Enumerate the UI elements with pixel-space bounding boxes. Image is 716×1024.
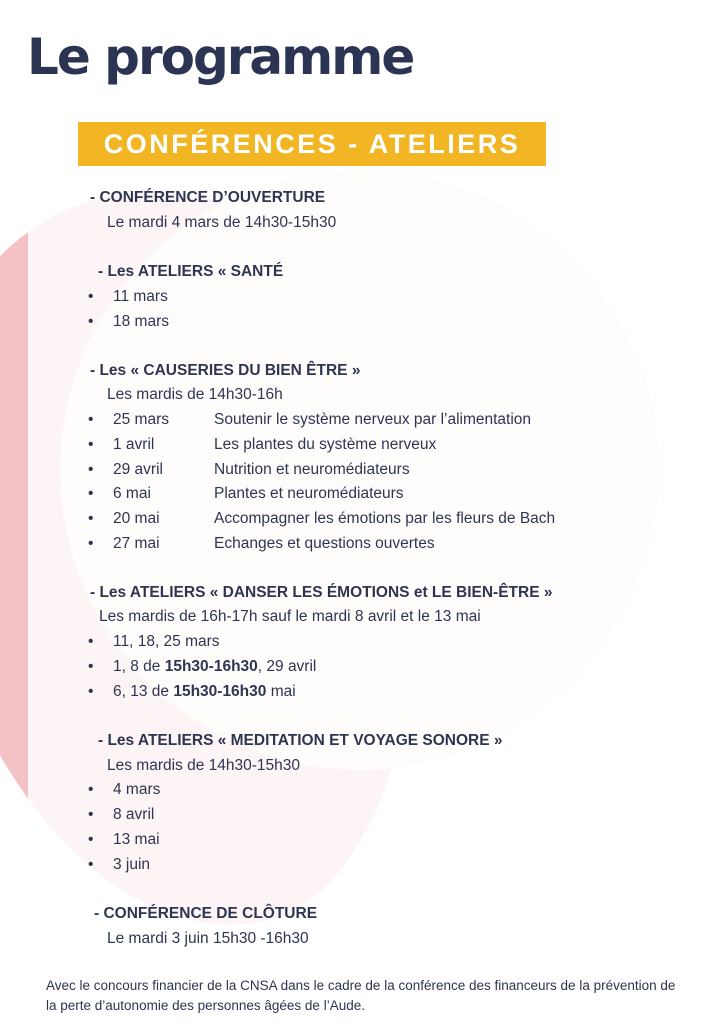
danser-item-text: , 29 avril <box>257 658 317 675</box>
cloture-heading: - CONFÉRENCE DE CLÔTURE <box>94 905 318 922</box>
meditation-heading: - Les ATELIERS « MEDITATION ET VOYAGE SONORE » <box>98 732 503 749</box>
bullet: • <box>88 781 94 798</box>
bullet: • <box>88 535 94 552</box>
danser-item: 11, 18, 25 mars <box>113 633 220 650</box>
causerie-date: 1 avril <box>113 436 155 453</box>
causerie-topic: Echanges et questions ouvertes <box>214 535 435 552</box>
ouverture-heading: - CONFÉRENCE D’OUVERTURE <box>90 189 326 206</box>
causeries-heading: - Les « CAUSERIES DU BIEN ÊTRE » <box>90 362 361 379</box>
causerie-date: 29 avril <box>113 461 163 478</box>
meditation-item: 3 juin <box>113 856 151 873</box>
causerie-topic: Les plantes du système nerveux <box>214 436 437 453</box>
sante-heading: - Les ATELIERS « SANTÉ <box>98 263 284 280</box>
funding-note: Avec le concours financier de la CNSA dans le cadre de la conférence des financeurs de la prévention de la perte d’autonomie des personnes âgées de l’Aude. <box>46 978 676 1013</box>
ouverture-detail: Le mardi 4 mars de 14h30-15h30 <box>107 214 337 231</box>
bullet: • <box>88 436 94 453</box>
banner-label: CONFÉRENCES - ATELIERS <box>103 128 521 159</box>
bullet: • <box>88 461 94 478</box>
causerie-date: 27 mai <box>113 535 160 552</box>
causerie-topic: Nutrition et neuromédiateurs <box>214 461 410 478</box>
section-banner <box>78 122 546 166</box>
sante-item: 18 mars <box>113 313 169 330</box>
bullet: • <box>88 510 94 527</box>
danser-item-text: mai <box>266 683 296 700</box>
bullet: • <box>88 313 94 330</box>
causerie-topic: Plantes et neuromédiateurs <box>214 485 404 502</box>
bullet: • <box>88 288 94 305</box>
bullet: • <box>88 485 94 502</box>
bullet: • <box>88 806 94 823</box>
page-title: Le programme <box>27 28 414 86</box>
meditation-item: 4 mars <box>113 781 161 798</box>
bullet: • <box>88 411 94 428</box>
danser-item <box>113 658 316 676</box>
bullet: • <box>88 831 94 848</box>
danser-item <box>113 683 296 701</box>
sante-item: 11 mars <box>113 288 168 305</box>
meditation-detail: Les mardis de 14h30-15h30 <box>107 757 301 774</box>
danser-detail: Les mardis de 16h-17h sauf le mardi 8 avril et le 13 mai <box>99 608 481 625</box>
meditation-item: 8 avril <box>113 806 155 823</box>
causerie-topic: Accompagner les émotions par les fleurs de Bach <box>214 510 556 527</box>
causerie-date: 20 mai <box>113 510 160 527</box>
causeries-detail: Les mardis de 14h30-16h <box>107 386 283 403</box>
bullet: • <box>88 683 94 700</box>
danser-item-text: 6, 13 de <box>113 683 174 700</box>
danser-item-text: 1, 8 de <box>113 658 165 675</box>
danser-item-time: 15h30-16h30 <box>164 658 258 675</box>
danser-item-time: 15h30-16h30 <box>173 683 267 700</box>
causerie-date: 25 mars <box>113 411 169 428</box>
cloture-detail: Le mardi 3 juin 15h30 -16h30 <box>107 930 309 947</box>
causerie-date: 6 mai <box>113 485 151 502</box>
bullet: • <box>88 856 94 873</box>
causerie-topic: Soutenir le système nerveux par l’alimentation <box>214 411 532 428</box>
meditation-item: 13 mai <box>113 831 160 848</box>
danser-heading: - Les ATELIERS « DANSER LES ÉMOTIONS et LE BIEN-ÊTRE » <box>90 584 553 601</box>
bullet: • <box>88 658 94 675</box>
bullet: • <box>88 633 94 650</box>
